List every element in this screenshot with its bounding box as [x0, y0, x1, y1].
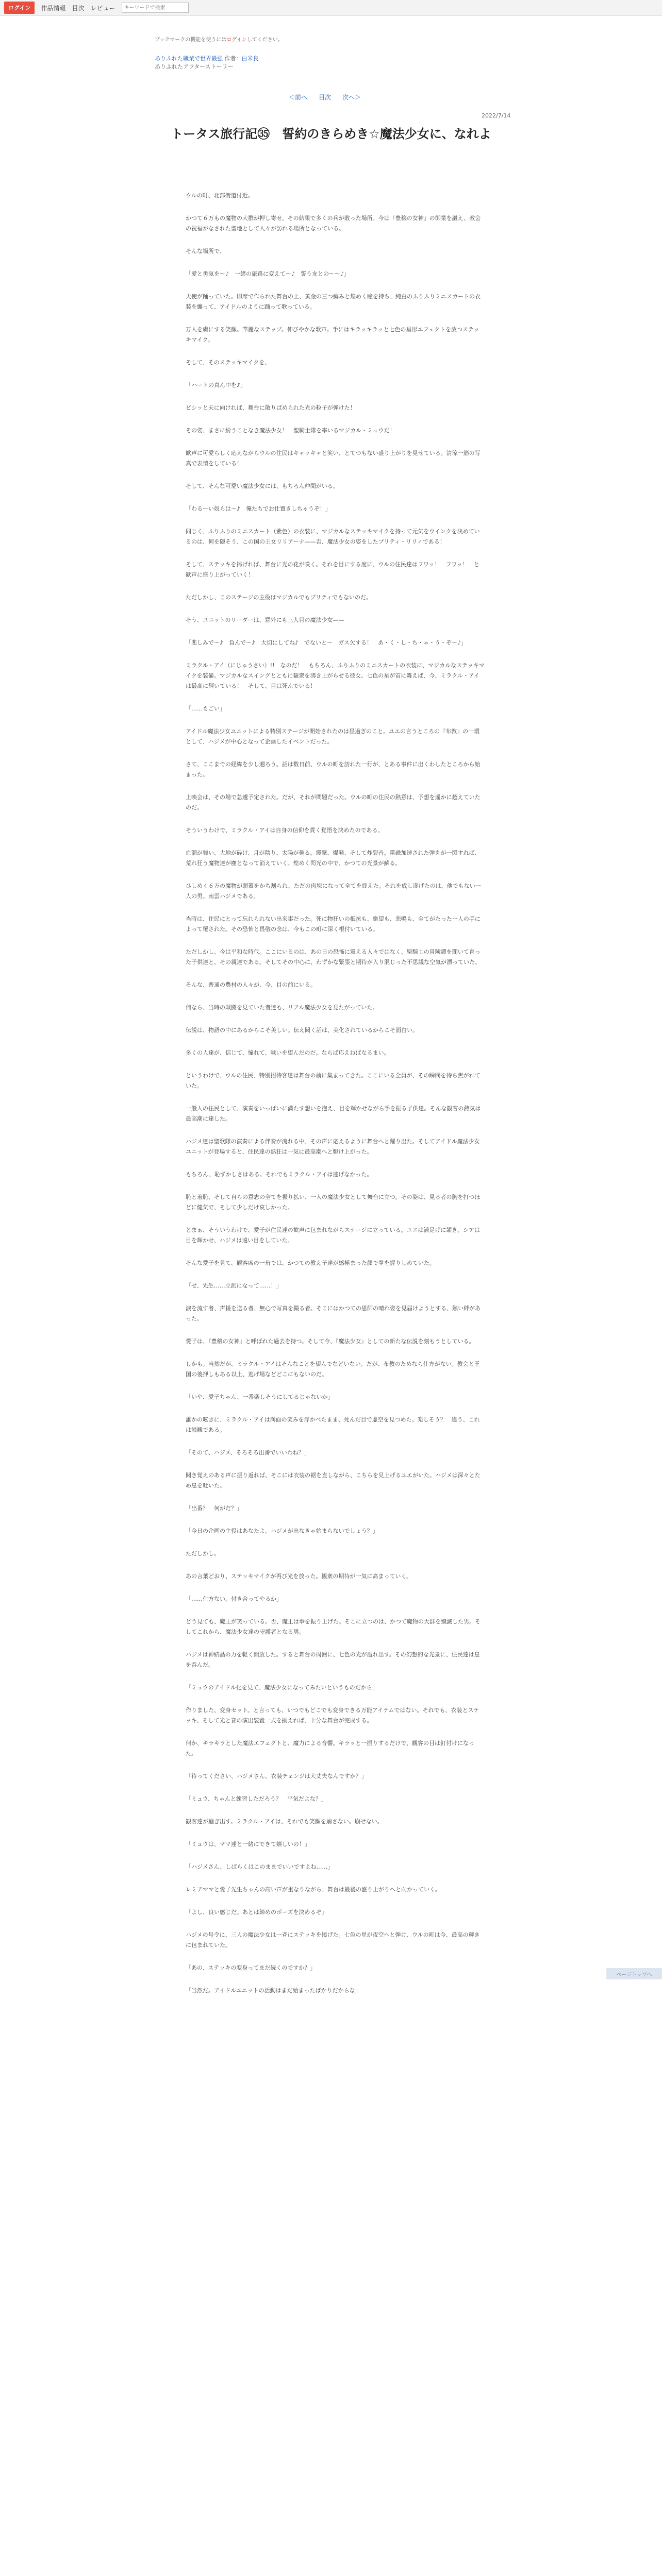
body-paragraph: そう、ユニットのリーダーは、意外にも三人目の魔法少女——: [186, 617, 344, 623]
body-paragraph: 「ハートの真ん中を♪」: [186, 382, 246, 388]
body-paragraph: 誰かの呟きに、ミラクル・アイは満面の笑みを浮かべたまま、死んだ目で虚空を見つめた。楽しそう？ 違う、これは諦観である。: [186, 1416, 480, 1433]
body-paragraph: ただしかし。: [186, 1550, 220, 1557]
body-paragraph: 「悲しみで～♪ 負んで～♪ 大切にしてね♪ でないと～ ガス欠する！ あ・く・し・ち・ゃ・う・ぞ～♪」: [186, 639, 467, 646]
body-paragraph: 「いや、愛子ちゃん、一番楽しそうにしてるじゃないか」: [186, 1394, 334, 1400]
body-paragraph: そして、そのステッキマイクを、: [186, 359, 271, 366]
body-paragraph: 当時は、住民にとって忘れられない出来事だった。死に物狂いの抵抗も、絶望も、悲鳴も、全てがたった一人の手によって覆された。その恐怖と畏敬の念は、今もこの町に深く根付いている。: [186, 916, 481, 933]
body-paragraph: 「……仕方ない。付き合ってやるか」: [186, 1596, 282, 1602]
author-label: 作者：: [224, 55, 242, 62]
body-paragraph: 万人を虜にする笑顔。華麗なステップ。伸びやかな歌声。手にはキラッキラッと七色の星形エフェクトを放つステッキマイク。: [186, 326, 479, 343]
body-paragraph: 「出番？ 何がだ？」: [186, 1505, 242, 1512]
body-paragraph: 「ミュウ、ちゃんと練習しただろう？ 平気だよな？」: [186, 1795, 327, 1802]
body-paragraph: ハジメは神結晶の力を軽く開放した。すると舞台の周囲に、七色の光が溢れ出す。その幻想的な光景に、住民達は息を呑んだ。: [186, 1651, 480, 1668]
nav-work-info[interactable]: 作品情報: [41, 4, 66, 12]
body-paragraph: というわけで、ウルの住民、特別招待客達は舞台の前に集まってきた。ここにいる全員が、その瞬間を待ち焦がれていた。: [186, 1072, 481, 1089]
notice-prefix: ブックマークの機能を使うには: [155, 37, 227, 43]
body-paragraph: 「よし、良い感じだ。あとは締めのポーズを決めるぞ」: [186, 1909, 327, 1916]
body-paragraph: 何か、キラキラとした魔法エフェクトと、魔力による音響。キラッと一振りするだけで、観客の目は釘付けになった。: [186, 1740, 475, 1757]
prev-chapter-link[interactable]: ＜前へ: [289, 94, 308, 101]
series-line: ありふれたアフターストーリー: [155, 63, 234, 70]
body-paragraph: レミアママと愛子先生ちゃんの高い声が重なりながら、舞台は最後の盛り上がりへと向かっていく。: [186, 1886, 441, 1893]
body-paragraph: とまぁ、そういうわけで、愛子が住民達の歓声に包まれながらステージに立っている。ユエは満足げに頷き、シアは目を輝かせ、ハジメは遠い目をしていた。: [186, 1227, 480, 1244]
body-paragraph: 「ハジメさん、しばらくはこのままでいいですよね……」: [186, 1863, 334, 1870]
nav-toc[interactable]: 目次: [72, 4, 85, 12]
author-link[interactable]: 白米良: [241, 55, 259, 62]
body-paragraph: そして、そんな可愛い魔法少女には、もちろん仲間がいる。: [186, 483, 339, 489]
body-paragraph: ただしかし、今は平和な時代。ここにいるのは、あの日の恐怖に震える人々ではなく、聖騎士の冒険譚を聞いて育った子供達と、その親達である。そしてその中心に、わずかな緊張と期待が入り混じった不思議な空気が漂っていた。: [186, 948, 481, 965]
body-paragraph: そんな場所で、: [186, 248, 225, 255]
body-paragraph: 「待ってください、ハジメさん。衣装チェンジは大丈夫なんですか？」: [186, 1773, 367, 1780]
body-paragraph: 「今日の企画の主役はあなたよ。ハジメが出なきゃ始まらないでしょう？」: [186, 1528, 378, 1534]
body-paragraph: 多くの人達が、信じて、憧れて、戦いを望んだのだ。ならば応えねばなるまい。: [186, 1049, 390, 1056]
body-paragraph: 涙を流す者、声援を送る者、無心で写真を撮る者。そこにはかつての恩師の晴れ姿を見届けようとする、熱い絆があった。: [186, 1305, 481, 1322]
chapter-body: [186, 191, 485, 2008]
publish-date: 2022/7/14: [482, 112, 511, 119]
body-paragraph: どう見ても、魔王が笑っている。否、魔王は拳を振り上げた。そこに立つのは、かつて魔物の大群を殲滅した男。そしてこれから、魔法少女達の守護者となる男。: [186, 1618, 481, 1635]
body-paragraph: 「当然だ。アイドルユニットの活動はまだ始まったばかりだからな」: [186, 1987, 361, 1994]
body-paragraph: かつて６万もの魔物の大群が押し寄せ、その結果で多くの兵が散った場所。今は『豊穣の女神』の御業を讃え、教会の祝福がなされた聖地として人々が訪れる場所となっている。: [186, 215, 481, 232]
body-paragraph: 「ミュウのアイドル化を見て、魔法少女になってみたいというものだから」: [186, 1684, 378, 1691]
next-chapter-link[interactable]: 次へ＞: [342, 94, 361, 101]
body-paragraph: アイドル魔法少女ユニットによる特別ステージが開始されたのは昼過ぎのこと。ユエの言うところの『布教』の一環として、ハジメが中心となって企画したイベントだった。: [186, 728, 480, 745]
body-paragraph: 何なら、当時の戦闘を見ていた者達も、リアル魔法少女を見たがっていた。: [186, 1004, 378, 1011]
body-paragraph: 愛子は、『豊穣の女神』と呼ばれた過去を持つ。そして今、『魔法少女』としての新たな伝説を刻もうとしている。: [186, 1338, 475, 1345]
body-paragraph: 血溜が舞い、大地が砕け、月が陰り、太陽が曇る。震撃、爆発、そして炸裂音。電磁加速された弾丸が一閃すれば、荒れ狂う魔物達が塵となって消えていく。煌めく閃光の中で、かつての光景が蘇る。: [186, 850, 481, 867]
body-paragraph: 上映会は、その場で急遽予定された。だが、それが問題だった。ウルの町の住民の熱意は、予想を遥かに超えていたのだ。: [186, 794, 481, 811]
body-paragraph: 歓声に可愛らしく応えながらウルの住民はキャッキャと笑い、とてつもない盛り上がりを見せている。清涼一筋の写真で表情をしている！: [186, 450, 481, 467]
body-paragraph: ハジメ達は聖歌隊の演奏による伴奏が流れる中、その声に応えるように舞台へと躍り出た。そしてアイドル魔法少女ユニットが登場すると、住民達の熱狂は一気に最高潮へと駆け上がった。: [186, 1138, 480, 1155]
body-paragraph: そういうわけで、ミラクル・アイは自身の信仰を貫く覚悟を決めたのである。: [186, 827, 384, 834]
body-paragraph: さて、ここまでの経緯を少し遡ろう。話は数日前、ウルの町を訪れた一行が、とある事件に出くわしたところから始まった。: [186, 761, 481, 778]
body-paragraph: ハジメの号令に、三人の魔法少女は一斉にステッキを掲げた。七色の星が夜空へと弾け、ウルの町は今、最高の輝きに包まれていた。: [186, 1931, 480, 1948]
body-paragraph: 聞き覚えのある声に振り返れば、そこには衣装の裾を直しながら、こちらを見上げるユエがいた。ハジメは深々とため息を吐いた。: [186, 1472, 481, 1489]
body-paragraph: ビシッと天に向ければ、舞台に散りばめられた光の粒子が弾けた！: [186, 404, 356, 411]
body-paragraph: 観客達が騒ぎ出す。ミラクル・アイは、それでも笑顔を崩さない。崩せない。: [186, 1818, 383, 1825]
body-paragraph: あの言葉どおり、ステッキマイクが再び光を放った。観衆の期待が一気に高まっていく。: [186, 1573, 412, 1580]
chapter-title: トータス旅行記㉟ 誓約のきらめき☆魔法少女に、なれよ: [171, 127, 491, 141]
body-paragraph: ミラクル・アイ（にじゅうさい）!! なのだ！ もちろん、ふりふりのミニスカートの衣装に、マジカルなステッキマイクを装備。マジカルなスイングとともに観衆を沸き上がらせる彼女。七色の星が宙に舞えば、今、ミラクル・アイは最高に輝いている！ そして、目は死んでいる！: [186, 662, 485, 689]
login-button[interactable]: ログイン: [4, 2, 35, 14]
body-paragraph: その姿、まさに紛うことなき魔法少女！ 聖騎士隊を率いるマジカル・ミュウだ！: [186, 427, 395, 434]
body-paragraph: ウルの町、北部街道付近。: [186, 192, 254, 199]
body-paragraph: もちろん、恥ずかしさはある。それでもミラクル・アイは逃げなかった。: [186, 1171, 373, 1178]
body-paragraph: そんな、普通の農村の人々が、今、目の前にいる。: [186, 981, 316, 988]
notice-login-link[interactable]: ログイン: [226, 37, 247, 43]
search-input[interactable]: [122, 3, 189, 13]
work-title-link[interactable]: ありふれた職業で世界最強: [155, 55, 223, 62]
body-paragraph: 天使が踊っていた。即席で作られた舞台の上、黄金の三つ編みと煌めく瞳を持ち、純白のふりふりミニスカートの衣装を纏って、アイドルのように踊って歌っている。: [186, 293, 481, 310]
body-paragraph: 「わるーい奴らは～♪ 俺たちでお仕置きしちゃうぞ！」: [186, 505, 331, 512]
body-paragraph: 「そのて、ハジメ、そろそろ出番でいいわね？」: [186, 1449, 310, 1456]
body-paragraph: 「愛と勇気を～♪ 一緒の旅路に変えて～♪ 誓う友との～～♪」: [186, 270, 350, 277]
chapter-pager: [289, 93, 361, 101]
body-paragraph: 恥と羞恥、そして自らの意志の全てを振り払い、一人の魔法少女として舞台に立つ。その姿は、見る者の胸を打つほどに健気で、そして少しだけ哀しかった。: [186, 1194, 481, 1211]
body-paragraph: ただしかし、このステージの主役はマジカルでもプリティでもないのだ。: [186, 594, 372, 601]
body-paragraph: しかも。当然だが、ミラクル・アイはそんなことを望んでなどいない。だが、布教のためなら仕方がない。教会と王国の後押しもある以上、逃げ場などどこにもないのだ。: [186, 1361, 480, 1378]
body-paragraph: 「あの、ステッキの変身ってまだ続くのですか？」: [186, 1964, 316, 1971]
body-paragraph: ひしめく６万の魔物が頭蓋をかち割られ、ただの肉塊になって全てを終えた。それを成し遂げたのは、他でもない一人の男。南雲ハジメである。: [186, 883, 481, 900]
body-paragraph: 一般人の住民として、演奏をいっぱいに満たす想いを抱え、目を輝かせながら手を振る子供達。そんな観客の熱気は最高潮に達した。: [186, 1105, 481, 1122]
body-paragraph: 「ミュウは、ママ達と一緒にできて嬉しいの！」: [186, 1841, 310, 1848]
bookmark-notice: [155, 35, 283, 43]
nav-review[interactable]: レビュー: [90, 4, 115, 12]
body-paragraph: 作りました、変身セット。と言っても、いつでもどこでも変身できる万能アイテムではない。それでも、衣装とステッキ、そして光と音の演出装置一式を揃えれば、十分な舞台が完成する。: [186, 1707, 479, 1724]
work-info: [155, 54, 259, 71]
notice-suffix: してください。: [246, 37, 283, 43]
body-paragraph: 「せ、先生……立派になって……！」: [186, 1282, 282, 1289]
body-paragraph: 同じく、ふりふりのミニスカート（紫色）の衣装に、マジカルなステッキマイクを持って元気をウインクを決めているのは、何を隠そう、この国の王女リリアーナ——否、魔法少女の姿をしたプリティ・リリィである！: [186, 528, 480, 545]
body-paragraph: 「……もごい」: [186, 705, 225, 712]
top-navigation-bar: [0, 0, 662, 16]
toc-link[interactable]: 目次: [319, 94, 332, 101]
body-paragraph: そして、ステッキを掲げれば、舞台に光の花が咲く。それを目にする度に、ウルの住民達はフワッ！ フワッ！ と歓声に盛り上がっていく！: [186, 561, 479, 578]
body-paragraph: そんな愛子を見て、観客席の一角では、かつての教え子達が感極まった顔で拳を握りしめていた。: [186, 1260, 435, 1266]
page-top-tab[interactable]: ページトップへ: [606, 1968, 662, 1979]
body-paragraph: 伝説は、物語の中にあるからこそ美しい。伝え聞く話は、美化されているからこそ面白い。: [186, 1027, 418, 1033]
